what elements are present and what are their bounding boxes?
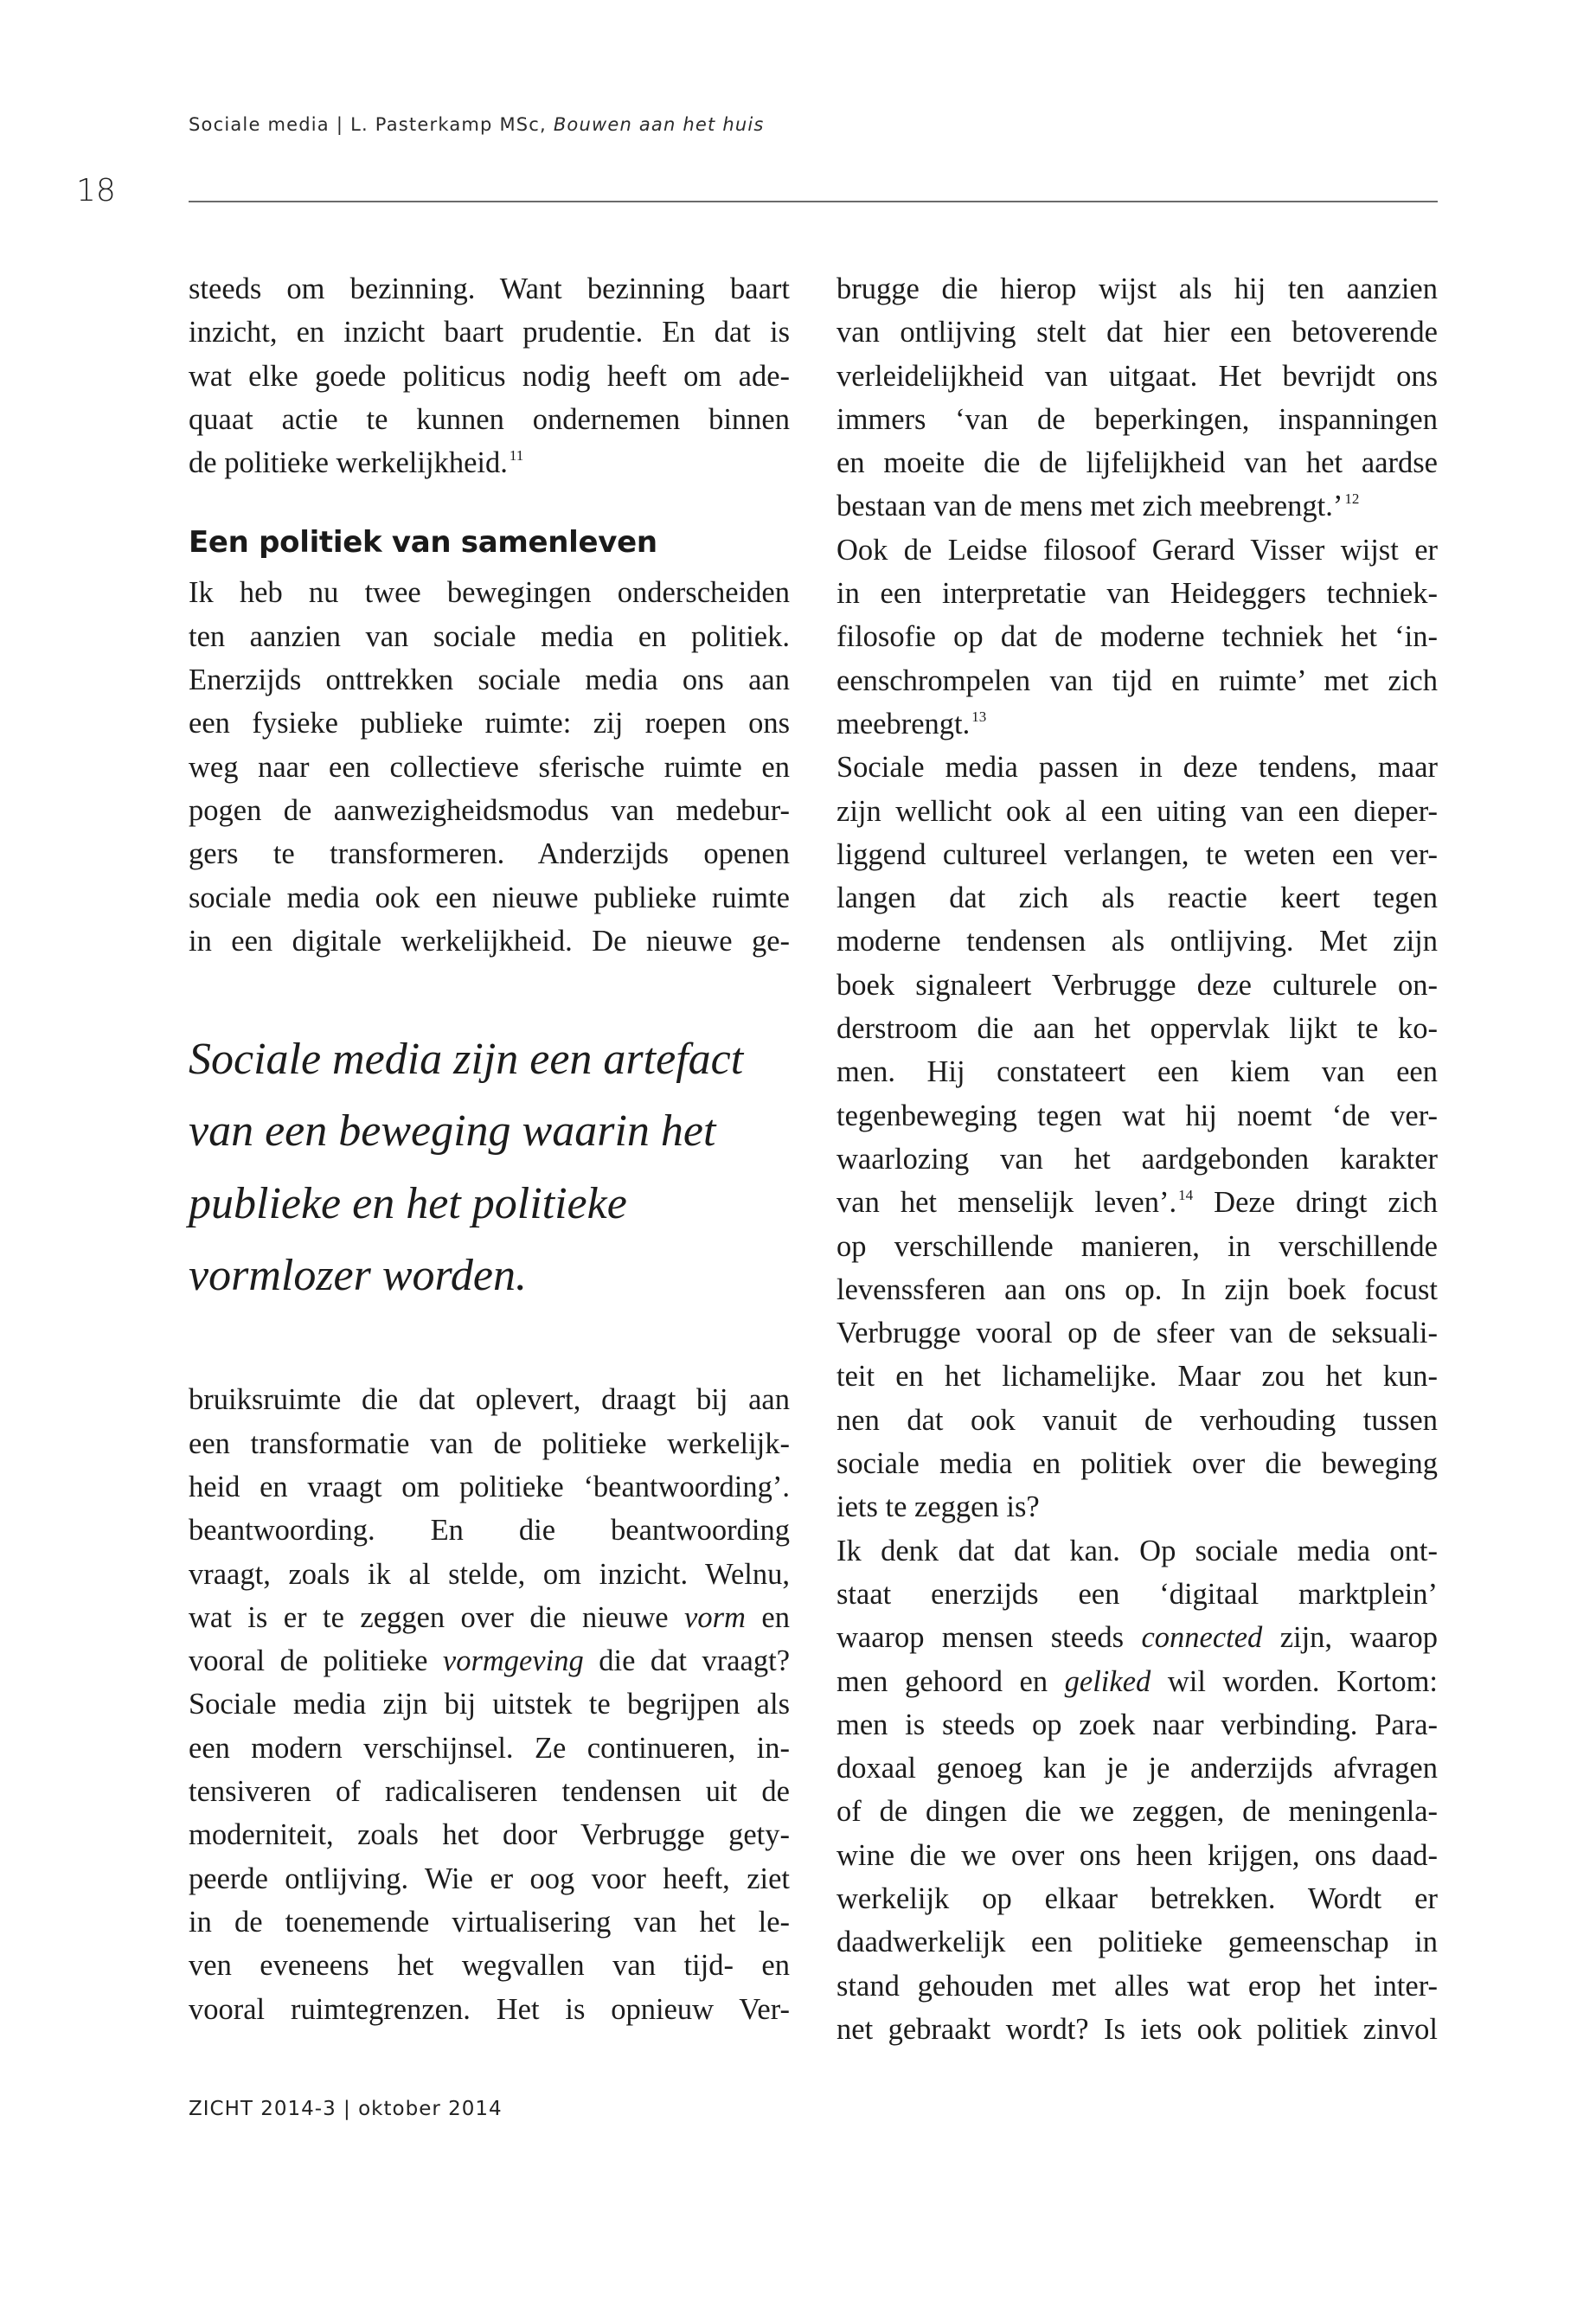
text-line	[836, 1181, 1438, 1224]
text-line: gers te transformeren. Anderzijds openen	[189, 837, 790, 871]
right-column	[836, 267, 1438, 2051]
text-run: waarop mensen steeds	[836, 1621, 1142, 1655]
text-line: doxaal genoeg kan je je anderzijds afvragen	[836, 1752, 1438, 1785]
text-line: Sociale media zijn bij uitstek te begrijpen als	[189, 1688, 790, 1721]
text-line: eenschrompelen van tijd en ruimte’ met zich	[836, 663, 1438, 697]
text-line: pogen de aanwezigheidsmodus van medebur-	[189, 793, 790, 827]
text-line: Ik heb nu twee bewegingen onderscheiden	[189, 576, 790, 610]
text-line	[836, 702, 1438, 746]
text-line	[836, 484, 1438, 528]
pull-quote	[189, 1023, 790, 1311]
footnote-marker: 14	[1178, 1187, 1194, 1204]
text-run: wat is er te zeggen over die nieuwe	[189, 1600, 685, 1634]
text-line: wine die we over ons heen krijgen, ons daad-	[836, 1838, 1438, 1872]
text-line: quaat actie te kunnen ondernemen binnen	[189, 402, 790, 436]
text-line: moderne tendensen als ontlijving. Met zijn	[836, 925, 1438, 958]
text-line: zijn wellicht ook al een uiting van een dieper-	[836, 794, 1438, 828]
text-line: ven eveneens het wegvallen van tijd- en	[189, 1949, 790, 1983]
text-line: beantwoording. En die beantwoording	[189, 1514, 790, 1548]
text-line: ten aanzien van sociale media en politiek.	[189, 619, 790, 653]
text-line: nen dat ook vanuit de verhouding tussen	[836, 1403, 1438, 1437]
text-line-content: meebrengt.	[836, 707, 971, 740]
footnote-marker: 12	[1344, 490, 1360, 508]
text-line: een transformatie van de politieke werkelijk-	[189, 1426, 790, 1460]
text-run: vooral de politieke	[189, 1644, 443, 1678]
text-line-content: bestaan van de mens met zich meebrengt.’	[836, 490, 1343, 523]
text-line: derstroom die aan het oppervlak lijkt te ko-	[836, 1012, 1438, 1046]
text-line: in de toenemende virtualisering van het le-	[189, 1905, 790, 1939]
text-run: die dat vraagt?	[583, 1644, 791, 1678]
section-heading: Een politiek van samenleven	[189, 525, 657, 561]
text-line: een modern verschijnsel. Ze continueren, in-	[189, 1731, 790, 1765]
text-line	[836, 1616, 1438, 1659]
text-run: van het menselijk leven’.	[836, 1186, 1177, 1220]
text-line-content: de politieke werkelijkheid.	[189, 446, 508, 480]
text-line: in een digitale werkelijkheid. De nieuwe ge-	[189, 924, 790, 958]
text-line: en moeite die de lijfelijkheid van het aardse	[836, 446, 1438, 480]
text-line: teit en het lichamelijke. Maar zou het kun-	[836, 1360, 1438, 1394]
paragraph-intro	[189, 267, 790, 484]
text-line: vooral ruimtegrenzen. Het is opnieuw Ver-	[189, 1992, 790, 2026]
text-run: en	[745, 1600, 790, 1634]
text-line: waarlozing van het aardgebonden karakter	[836, 1142, 1438, 1176]
text-line: iets te zeggen is?	[836, 1490, 1040, 1524]
text-line: sociale media en politiek over die beweging	[836, 1447, 1438, 1481]
text-line: weg naar een collectieve sferische ruimte en	[189, 750, 790, 784]
pull-quote-line: publieke en het politieke	[189, 1178, 627, 1228]
text-line: boek signaleert Verbrugge deze culturele on-	[836, 968, 1438, 1002]
emphasis-vorm: vorm	[684, 1600, 746, 1634]
footer-date: oktober 2014	[358, 2098, 503, 2120]
text-line: immers ‘van de beperkingen, inspanningen	[836, 402, 1438, 436]
text-line: liggend cultureel verlangen, te weten een ver-	[836, 837, 1438, 871]
paragraph-verbrugge	[836, 267, 1438, 529]
text-line: Sociale media passen in deze tendens, maar	[836, 751, 1438, 785]
text-line: filosofie op dat de moderne techniek het ‘in-	[836, 620, 1438, 654]
text-run: Deze dringt zich	[1193, 1186, 1438, 1220]
text-line: tensiveren of radicaliseren tendensen uit de	[189, 1775, 790, 1809]
footer-journal: ZICHT 2014-3	[189, 2098, 337, 2120]
page-number: 18	[76, 173, 116, 208]
text-line: sociale media ook een nieuwe publieke ruimte	[189, 881, 790, 914]
text-run: zijn, waarop	[1262, 1621, 1438, 1655]
paragraph-section-intro	[189, 571, 790, 963]
text-line: heid en vraagt om politieke ‘beantwoording’.	[189, 1470, 790, 1503]
page-footer	[189, 2098, 503, 2120]
text-line: Verbrugge vooral op de sfeer van de seksuali-	[836, 1317, 1438, 1350]
paragraph-digitaal-marktplein	[836, 1529, 1438, 2052]
text-line: men is steeds op zoek naar verbinding. Para-	[836, 1708, 1438, 1741]
text-line: stand gehouden met alles wat erop het inter-	[836, 1969, 1438, 2003]
text-line	[189, 1596, 790, 1639]
paragraph-tendens	[836, 746, 1438, 1529]
header-rule	[189, 201, 1438, 202]
text-line: een fysieke publieke ruimte: zij roepen ons	[189, 707, 790, 740]
text-line: men. Hij constateert een kiem van een	[836, 1055, 1438, 1089]
paragraph-visser	[836, 529, 1438, 746]
text-run: men gehoord en	[836, 1664, 1065, 1698]
text-line: op verschillende manieren, in verschillende	[836, 1229, 1438, 1263]
text-line	[836, 1660, 1438, 1703]
text-line: tegenbeweging tegen wat hij noemt ‘de ver-	[836, 1099, 1438, 1132]
text-line: daadwerkelijk een politieke gemeenschap in	[836, 1926, 1438, 1959]
emphasis-vormgeving: vormgeving	[442, 1644, 584, 1678]
text-line: staat enerzijds een ‘digitaal marktplein’	[836, 1577, 1438, 1611]
text-line: vraagt, zoals ik al stelde, om inzicht. Welnu,	[189, 1557, 790, 1591]
text-line: langen dat zich als reactie keert tegen	[836, 881, 1438, 915]
text-line: peerde ontlijving. Wie er oog voor heeft, ziet	[189, 1862, 790, 1895]
text-line: inzicht, en inzicht baart prudentie. En dat is	[189, 316, 790, 349]
emphasis-geliked: geliked	[1064, 1664, 1151, 1698]
running-head-article-title: Bouwen aan het huis	[553, 114, 765, 135]
text-line: steeds om bezinning. Want bezinning baart	[189, 272, 790, 305]
text-line: Ik denk dat dat kan. Op sociale media ont-	[836, 1534, 1438, 1567]
paragraph-continuation	[189, 1378, 790, 2030]
footer-separator: |	[343, 2098, 351, 2120]
text-line: of de dingen die we zeggen, de meningenla-	[836, 1795, 1438, 1829]
text-run: wil worden. Kortom:	[1151, 1664, 1438, 1698]
running-head-author: L. Pasterkamp MSc,	[350, 114, 547, 135]
emphasis-connected: connected	[1141, 1621, 1263, 1655]
text-line: Enerzijds onttrekken sociale media ons aan	[189, 663, 790, 697]
text-line: wat elke goede politicus nodig heeft om ade-	[189, 359, 790, 393]
text-line: levenssferen aan ons op. In zijn boek focust	[836, 1272, 1438, 1306]
pull-quote-line: vormlozer worden.	[189, 1251, 527, 1301]
text-line: verleidelijkheid van uitgaat. Het bevrijdt ons	[836, 359, 1438, 393]
running-head-section: Sociale media	[189, 114, 330, 135]
text-line	[189, 1639, 790, 1682]
text-line: in een interpretatie van Heideggers techniek-	[836, 577, 1438, 611]
text-line: moderniteit, zoals het door Verbrugge gety-	[189, 1818, 790, 1852]
running-head-separator: |	[336, 114, 344, 135]
text-line: net gebraakt wordt? Is iets ook politiek zinvol	[836, 2012, 1438, 2046]
text-line: van ontlijving stelt dat hier een betoverende	[836, 316, 1438, 349]
pull-quote-line: Sociale media zijn een artefact	[189, 1035, 744, 1085]
text-line: brugge die hierop wijst als hij ten aanzien	[836, 272, 1438, 305]
left-column	[189, 267, 790, 2031]
running-head	[189, 114, 765, 135]
text-line: Ook de Leidse filosoof Gerard Visser wijst er	[836, 533, 1438, 567]
text-line: bruiksruimte die dat oplevert, draagt bij aan	[189, 1383, 790, 1417]
footnote-marker: 11	[509, 447, 524, 465]
text-line	[189, 441, 790, 484]
pull-quote-line: van een beweging waarin het	[189, 1106, 716, 1157]
text-line: werkelijk op elkaar betrekken. Wordt er	[836, 1881, 1438, 1915]
footnote-marker: 13	[971, 708, 987, 725]
